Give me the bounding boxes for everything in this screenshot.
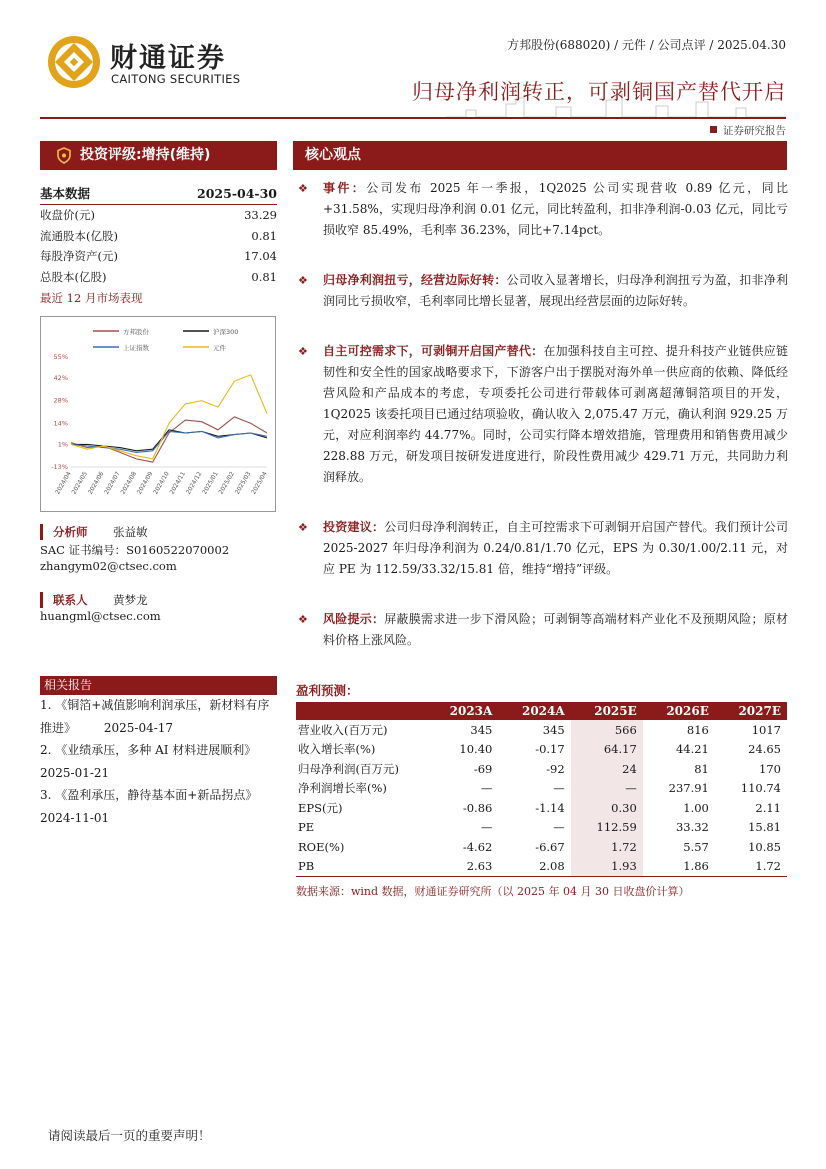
row-label: ROE(%) (298, 839, 345, 854)
row-label: EPS(元) (298, 800, 343, 815)
viewpoint-text: 在加强科技自主可控、提升科技产业链供应链韧性和安全性的国家战略要求下，下游客户出于摆脱对海外单一供应商的依赖、降低经营风险和产品成本的考虑，专项委托公司进行带载体可剥离超薄铜箔项目的开发，1Q2025 该委托项目已通过结项验收，确认收入 2,075.47 万元，确认利润 929.25 万元，对应利润率约 44.77%。同时，公司实行降本增效措施，管理费用和销售费用减少 228.88 万元，研发项目按研发进度进行，阶段性费用减少 429.71 万元，共同助力利润释放。 (323, 344, 788, 484)
table-cell: 1017 (751, 722, 781, 737)
viewpoint-item (296, 341, 788, 488)
basic-data-title: 基本数据 (40, 186, 91, 201)
x-tick-label: 2024/07 (103, 470, 122, 496)
basic-data-label: 每股净资产(元) (40, 249, 118, 263)
table-cell: 1.86 (643, 857, 715, 877)
viewpoint-text: 公司归母净利润转正，自主可控需求下可剥铜开启国产替代。我们预计公司 2025-2027 年归母净利润为 0.24/0.81/1.70 亿元，EPS 为 0.30/1.00/2.11 元，对应 PE 为 112.59/33.32/15.81 倍，维持“增持”评级。 (323, 520, 788, 576)
table-row (296, 798, 787, 818)
basic-data-value: 33.29 (244, 208, 277, 222)
table-cell: 81 (694, 761, 709, 776)
basic-data-date: 2025-04-30 (197, 186, 277, 201)
table-cell: 10.85 (748, 839, 781, 854)
column-header: 2025E (571, 702, 643, 720)
y-tick-label: 55% (53, 353, 68, 361)
table-cell: 112.59 (571, 818, 643, 838)
table-cell: 33.32 (675, 820, 709, 835)
diamond-bullet-icon: ❖ (298, 345, 308, 358)
basic-data-row (40, 226, 277, 247)
table-cell: -6.67 (535, 839, 565, 854)
basic-data-value: 0.81 (251, 269, 277, 284)
company-logo (46, 34, 251, 94)
report-meta: 方邦股份(688020) / 元件 / 公司点评 / 2025.04.30 (507, 38, 786, 52)
x-tick-label: 2025/04 (250, 470, 269, 496)
related-report-date: 2025-04-17 (103, 720, 174, 735)
x-tick-label: 2025/01 (201, 470, 220, 496)
related-report-title[interactable]: 3. 《盈利承压，静待基本面+新品拐点》 (40, 788, 258, 802)
table-cell: — (571, 779, 643, 799)
table-cell: 24.65 (748, 742, 781, 757)
table-cell: 816 (686, 722, 709, 737)
series-line (71, 375, 267, 459)
legend-label: 方邦股份 (123, 328, 149, 336)
table-row (296, 818, 787, 838)
x-tick-label: 2024/12 (184, 470, 204, 496)
related-report-item[interactable] (40, 739, 277, 784)
report-headline: 归母净利润转正，可剥铜国产替代开启 (412, 80, 786, 104)
x-tick-label: 2025/03 (233, 470, 253, 496)
row-label: 收入增长率(%) (298, 742, 376, 757)
x-tick-label: 2025/02 (217, 470, 237, 496)
contact-label: 联系人 (40, 592, 88, 608)
contact-name: 黄梦龙 (113, 593, 148, 607)
logo-text-cn: 财通证券 (110, 43, 226, 74)
basic-data-label: 收盘价(元) (40, 208, 95, 222)
row-label: PB (296, 857, 426, 877)
viewpoint-item (296, 178, 788, 241)
table-cell: 1.72 (715, 857, 787, 877)
column-header: 2024A (498, 702, 570, 720)
related-report-item[interactable] (40, 694, 277, 739)
table-cell: 110.74 (740, 781, 781, 796)
disclaimer-footer: 请阅读最后一页的重要声明！ (48, 1128, 211, 1143)
diamond-bullet-icon: ❖ (298, 182, 308, 195)
report-type: 证券研究报告 (710, 123, 786, 138)
analyst-sac: SAC 证书编号：S0160522070002 (40, 543, 230, 557)
table-cell: — (553, 820, 565, 835)
row-label: 净利润增长率(%) (298, 781, 387, 796)
x-tick-label: 2024/06 (86, 470, 106, 496)
viewpoint-text: 屏蔽膜需求进一步下滑风险；可剥铜等高端材料产业化不及预期风险；原材料价格上涨风险。 (323, 612, 788, 647)
basic-data-label: 流通股本(亿股) (40, 228, 118, 243)
analyst-email[interactable]: zhangym02@ctsec.com (40, 559, 177, 573)
logo-mark-icon (46, 34, 102, 90)
logo-text-en: CAITONG SECURITIES (111, 72, 241, 86)
table-cell: 64.17 (571, 740, 643, 760)
x-tick-label: 2024/10 (152, 470, 171, 496)
core-title: 核心观点 (305, 147, 361, 163)
basic-data-table (40, 184, 277, 287)
viewpoint-lead: 风险提示： (323, 612, 385, 626)
contact-email[interactable]: huangml@ctsec.com (40, 609, 161, 623)
table-row (296, 740, 787, 760)
table-cell: 345 (542, 722, 565, 737)
viewpoint-lead: 自主可控需求下，可剥铜开启国产替代： (323, 344, 544, 358)
table-cell: — (480, 820, 493, 835)
rating-bar (40, 141, 277, 170)
basic-data-row (40, 267, 277, 288)
y-tick-label: -13% (51, 463, 68, 471)
related-report-date: 2024-11-01 (40, 810, 110, 825)
y-tick-label: 14% (53, 419, 68, 428)
header-rule (40, 117, 786, 119)
table-header-row (296, 702, 787, 720)
related-reports-title: 相关报告 (40, 676, 277, 695)
series-line (71, 431, 267, 452)
rating-label: 投资评级:增持(维持) (80, 147, 211, 163)
legend-label: 上证指数 (123, 344, 149, 352)
viewpoint-lead: 归母净利润扭亏，经营边际好转： (323, 273, 507, 287)
basic-data-value: 17.04 (244, 249, 277, 263)
analyst-block (40, 524, 277, 624)
basic-data-row (40, 246, 277, 267)
core-title-bar (293, 141, 787, 170)
table-cell: 44.21 (675, 742, 709, 757)
table-cell: -1.14 (535, 800, 565, 815)
table-cell: -69 (473, 761, 493, 776)
table-row (296, 779, 787, 799)
viewpoint-text: 公司收入显著增长，归母净利润扭亏为盈，扣非净利润同比亏损收窄，毛利率同比增长显著，展现出经营层面的边际好转。 (323, 273, 788, 308)
row-label: 归母净利润(百万元) (298, 761, 399, 776)
core-viewpoints (296, 178, 788, 680)
table-cell: 0.30 (571, 798, 643, 818)
table-cell: 345 (470, 722, 493, 737)
table-cell: 15.81 (748, 820, 781, 835)
table-cell: 10.40 (459, 742, 493, 757)
basic-data-row (40, 205, 277, 226)
y-tick-label: 28% (53, 396, 68, 405)
table-cell: -0.86 (462, 800, 493, 815)
table-cell: 24 (571, 759, 643, 779)
table-cell: 566 (571, 720, 643, 740)
legend-label: 元件 (213, 344, 226, 352)
market-performance-label: 最近 12 月市场表现 (40, 291, 143, 305)
diamond-bullet-icon: ❖ (298, 274, 308, 287)
column-header: 2027E (715, 702, 787, 720)
y-tick-label: 1% (57, 440, 68, 449)
viewpoint-text: 公司发布 2025 年一季报，1Q2025 公司实现营收 0.89 亿元，同比+31.58%，实现归母净利润 0.01 亿元，同比转盈利，扣非净利润-0.03 亿元，同比亏损收窄 85.49%，毛利率 36.23%，同比+7.14pct。 (323, 181, 788, 237)
related-report-title[interactable]: 2. 《业绩承压，多种 AI 材料进展顺利》 (40, 743, 257, 757)
basic-data-header (40, 184, 277, 205)
column-header: 2023A (426, 702, 498, 720)
column-header: 2026E (643, 702, 715, 720)
chart-svg (41, 317, 275, 511)
y-tick-label: 42% (53, 374, 68, 383)
related-report-title[interactable]: 1. 《铜箔+减值影响利润承压，新材料有序推进》 (40, 698, 270, 735)
table-cell: — (480, 781, 493, 796)
table-row (296, 857, 787, 877)
related-report-date: 2025-01-21 (40, 765, 110, 780)
viewpoint-item (296, 270, 788, 312)
viewpoint-lead: 投资建议： (323, 520, 385, 534)
related-reports-list (40, 694, 277, 829)
market-performance-chart (40, 316, 276, 512)
profit-forecast-title: 盈利预测： (296, 683, 359, 698)
table-row (296, 759, 787, 779)
table-cell: 5.57 (683, 839, 709, 854)
table-cell: 237.91 (668, 781, 709, 796)
table-row (296, 720, 787, 740)
analyst-label: 分析师 (40, 524, 88, 540)
x-tick-label: 2024/09 (135, 470, 155, 496)
table-cell: 1.00 (683, 800, 709, 815)
table-cell: 170 (759, 761, 781, 776)
viewpoint-lead: 事件： (323, 181, 367, 195)
viewpoint-item (296, 517, 788, 580)
table-cell: -4.62 (462, 839, 493, 854)
row-label: 营业收入(百万元) (298, 722, 388, 737)
table-cell: -0.17 (535, 742, 565, 757)
legend-label: 沪深300 (213, 328, 239, 336)
table-cell: 1.93 (571, 857, 643, 877)
basic-data-value: 0.81 (251, 228, 277, 243)
profit-forecast-table (296, 702, 787, 877)
table-cell: -92 (546, 761, 565, 776)
viewpoint-item (296, 609, 788, 651)
related-report-item[interactable] (40, 784, 277, 829)
x-tick-label: 2024/04 (54, 470, 73, 496)
table-cell: 1.72 (571, 837, 643, 857)
diamond-bullet-icon: ❖ (298, 521, 308, 534)
row-label: PE (298, 820, 315, 835)
diamond-bullet-icon: ❖ (298, 613, 308, 626)
x-tick-label: 2024/05 (70, 470, 90, 496)
table-row (296, 837, 787, 857)
data-source-note: 数据来源：wind 数据，财通证券研究所（以 2025 年 04 月 30 日收盘价计算） (296, 885, 690, 898)
table-cell: 2.11 (755, 800, 781, 815)
x-tick-label: 2024/08 (119, 470, 139, 496)
table-cell: 2.63 (426, 857, 498, 877)
table-cell: 2.08 (498, 857, 570, 877)
table-cell: — (553, 781, 565, 796)
analyst-name: 张益敏 (113, 525, 148, 539)
x-tick-label: 2024/11 (168, 470, 188, 496)
basic-data-label: 总股本(亿股) (40, 269, 107, 284)
shield-icon (56, 147, 72, 164)
table-header-blank (296, 702, 426, 720)
